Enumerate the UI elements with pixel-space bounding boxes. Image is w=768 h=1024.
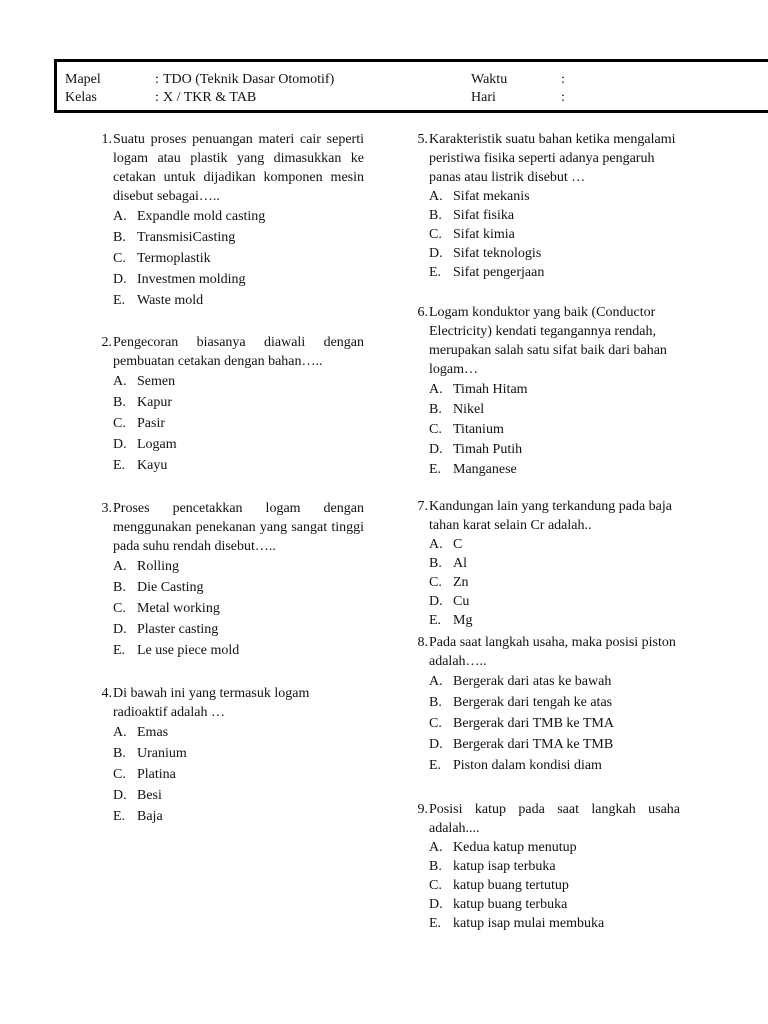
question-3 [84, 499, 364, 661]
option-e[interactable] [429, 263, 680, 282]
option-text: Cu [453, 594, 470, 609]
hari-label: Hari [471, 90, 496, 105]
option-letter: C. [429, 716, 442, 731]
option-text: Nikel [453, 402, 485, 417]
question-7 [400, 497, 680, 630]
option-a[interactable] [429, 379, 680, 400]
option-text: Sifat fisika [453, 208, 515, 223]
option-text: Bergerak dari atas ke bawah [453, 674, 612, 689]
option-letter: E. [113, 809, 126, 824]
option-text: Zn [453, 575, 469, 590]
option-letter: D. [429, 737, 443, 752]
option-d[interactable] [113, 785, 364, 806]
option-d[interactable] [429, 734, 680, 755]
option-e[interactable] [113, 455, 364, 476]
option-text: katup buang tertutup [453, 878, 569, 893]
option-letter: E. [113, 643, 126, 658]
option-list [429, 379, 680, 480]
option-text: Sifat mekanis [453, 189, 530, 204]
option-d[interactable] [113, 434, 364, 455]
option-letter: C. [429, 878, 442, 893]
option-letter: D. [429, 246, 443, 261]
option-letter: D. [113, 272, 127, 287]
option-list [429, 671, 680, 776]
option-letter: B. [113, 230, 126, 245]
option-letter: E. [429, 265, 442, 280]
option-text: Rolling [137, 559, 180, 574]
option-letter: C. [429, 422, 442, 437]
option-text: Mg [453, 613, 473, 628]
option-b[interactable] [429, 857, 680, 876]
option-letter: C. [429, 575, 442, 590]
option-letter: E. [429, 758, 442, 773]
question-2 [84, 333, 364, 476]
option-b[interactable] [113, 577, 364, 598]
header-row-2 [57, 89, 768, 107]
option-text: Waste mold [137, 293, 204, 308]
option-letter: E. [429, 613, 442, 628]
option-letter: E. [113, 293, 126, 308]
option-c[interactable] [429, 876, 680, 895]
option-c[interactable] [429, 713, 680, 734]
option-letter: A. [429, 840, 443, 855]
option-text: Sifat kimia [453, 227, 515, 242]
left-column [84, 130, 364, 827]
question-text: Posisi katup pada saat langkah usaha adalah.... [429, 802, 680, 836]
option-text: Kapur [137, 395, 172, 410]
option-a[interactable] [429, 187, 680, 206]
mapel-value: TDO (Teknik Dasar Otomotif) [163, 72, 335, 87]
option-b[interactable] [113, 227, 364, 248]
option-text: Semen [137, 374, 176, 389]
option-list [113, 371, 364, 476]
option-d[interactable] [429, 440, 680, 459]
option-list [113, 722, 364, 827]
option-c[interactable] [429, 419, 680, 440]
option-list [113, 556, 364, 661]
option-text: Titanium [453, 422, 504, 437]
question-text: Pada saat langkah usaha, maka posisi piston adalah….. [429, 635, 676, 669]
question-number: 1. [101, 132, 112, 147]
option-letter: B. [429, 695, 442, 710]
option-list [429, 187, 680, 282]
option-e[interactable] [113, 640, 364, 661]
option-text: Baja [137, 809, 163, 824]
option-d[interactable] [429, 244, 680, 263]
option-text: Emas [137, 725, 169, 740]
question-number: 5. [417, 132, 428, 147]
option-text: Die Casting [137, 580, 204, 595]
option-b[interactable] [429, 206, 680, 225]
option-letter: D. [429, 442, 443, 457]
option-c[interactable] [113, 413, 364, 434]
question-text: Suatu proses penuangan materi cair seperti logam atau plastik yang dimasukkan ke cetakan untuk dijadikan komponen mesin disebut sebagai….. [113, 132, 364, 204]
option-text: Termoplastik [137, 251, 211, 266]
option-d[interactable] [113, 269, 364, 290]
waktu-separator: : [561, 72, 565, 87]
kelas-separator: : [155, 90, 159, 105]
option-d[interactable] [429, 895, 680, 914]
option-letter: D. [113, 622, 127, 637]
option-letter: C. [429, 227, 442, 242]
option-d[interactable] [429, 592, 680, 611]
option-letter: A. [113, 725, 127, 740]
kelas-label: Kelas [65, 90, 97, 105]
option-letter: A. [113, 374, 127, 389]
option-c[interactable] [113, 248, 364, 269]
option-letter: A. [113, 559, 127, 574]
option-b[interactable] [113, 743, 364, 764]
option-letter: B. [113, 580, 126, 595]
option-letter: C. [113, 251, 126, 266]
option-letter: E. [429, 916, 442, 931]
question-text: Kandungan lain yang terkandung pada baja tahan karat selain Cr adalah.. [429, 499, 672, 533]
option-d[interactable] [113, 619, 364, 640]
option-letter: A. [113, 209, 127, 224]
option-a[interactable] [113, 206, 364, 227]
option-letter: B. [429, 556, 442, 571]
question-number: 9. [417, 802, 428, 817]
option-c[interactable] [113, 764, 364, 785]
option-letter: A. [429, 674, 443, 689]
option-letter: B. [113, 746, 126, 761]
option-text: Investmen molding [137, 272, 246, 287]
kelas-value: X / TKR & TAB [163, 90, 257, 105]
question-5 [400, 130, 680, 282]
option-letter: E. [113, 458, 126, 473]
option-letter: A. [429, 537, 443, 552]
option-text: Timah Hitam [453, 382, 528, 397]
option-letter: D. [113, 788, 127, 803]
option-text: Expandle mold casting [137, 209, 266, 224]
option-list [429, 838, 680, 933]
option-text: C [453, 537, 463, 552]
option-text: Manganese [453, 462, 517, 477]
option-a[interactable] [113, 722, 364, 743]
question-text: Di bawah ini yang termasuk logam radioaktif adalah … [113, 686, 310, 720]
option-text: Le use piece mold [137, 643, 240, 658]
question-number: 2. [101, 335, 112, 350]
option-text: Logam [137, 437, 177, 452]
question-number: 6. [417, 305, 428, 320]
option-e[interactable] [113, 806, 364, 827]
option-text: Pasir [137, 416, 165, 431]
option-text: Bergerak dari tengah ke atas [453, 695, 613, 710]
question-4 [84, 684, 364, 827]
option-e[interactable] [113, 290, 364, 311]
option-text: Platina [137, 767, 176, 782]
option-text: Kedua katup menutup [453, 840, 577, 855]
header-row-1 [57, 71, 768, 89]
question-1 [84, 130, 364, 311]
option-a[interactable] [113, 556, 364, 577]
option-letter: C. [113, 767, 126, 782]
question-number: 3. [101, 501, 112, 516]
option-text: Metal working [137, 601, 220, 616]
question-number: 8. [417, 635, 428, 650]
waktu-label: Waktu [471, 72, 508, 87]
question-number: 4. [101, 686, 112, 701]
option-letter: C. [113, 416, 126, 431]
option-text: Uranium [137, 746, 187, 761]
option-letter: A. [429, 382, 443, 397]
option-b[interactable] [429, 400, 680, 419]
option-c[interactable] [113, 598, 364, 619]
option-text: katup buang terbuka [453, 897, 568, 912]
option-text: Sifat pengerjaan [453, 265, 545, 280]
option-b[interactable] [113, 392, 364, 413]
option-e[interactable] [429, 459, 680, 480]
option-c[interactable] [429, 225, 680, 244]
question-text: Pengecoran biasanya diawali dengan pembuatan cetakan dengan bahan….. [113, 335, 364, 369]
option-a[interactable] [429, 838, 680, 857]
option-list [113, 206, 364, 311]
option-text: Al [453, 556, 467, 571]
question-6 [400, 303, 680, 480]
option-b[interactable] [429, 554, 680, 573]
option-text: TransmisiCasting [137, 230, 236, 245]
option-text: Piston dalam kondisi diam [453, 758, 602, 773]
option-c[interactable] [429, 573, 680, 592]
option-a[interactable] [429, 671, 680, 692]
mapel-label: Mapel [65, 72, 101, 87]
option-text: katup isap mulai membuka [453, 916, 605, 931]
question-8 [400, 633, 680, 776]
option-letter: B. [113, 395, 126, 410]
option-a[interactable] [113, 371, 364, 392]
question-text: Karakteristik suatu bahan ketika mengalami peristiwa fisika seperti adanya pengaruh panas atau listrik disebut … [429, 132, 676, 185]
option-text: Bergerak dari TMA ke TMB [453, 737, 614, 752]
option-text: Besi [137, 788, 162, 803]
question-text: Logam konduktor yang baik (Conductor Electricity) kendati tegangannya rendah, merupakan salah satu sifat baik dari bahan logam… [429, 305, 667, 377]
option-text: Timah Putih [453, 442, 523, 457]
option-letter: B. [429, 402, 442, 417]
option-text: Bergerak dari TMB ke TMA [453, 716, 614, 731]
option-text: Plaster casting [137, 622, 219, 637]
exam-header [54, 59, 768, 113]
option-text: Sifat teknologis [453, 246, 542, 261]
mapel-separator: : [155, 72, 159, 87]
question-text: Proses pencetakkan logam dengan menggunakan penekanan yang sangat tinggi pada suhu rendah disebut….. [113, 501, 364, 554]
question-9 [400, 800, 680, 933]
question-number: 7. [417, 499, 428, 514]
option-letter: D. [429, 897, 443, 912]
option-e[interactable] [429, 914, 680, 933]
option-list [429, 535, 680, 630]
option-letter: B. [429, 859, 442, 874]
option-text: katup isap terbuka [453, 859, 556, 874]
right-column [400, 130, 680, 933]
option-letter: E. [429, 462, 442, 477]
option-e[interactable] [429, 611, 680, 630]
option-letter: A. [429, 189, 443, 204]
option-letter: B. [429, 208, 442, 223]
option-text: Kayu [137, 458, 168, 473]
hari-separator: : [561, 90, 565, 105]
option-letter: D. [113, 437, 127, 452]
option-a[interactable] [429, 535, 680, 554]
option-e[interactable] [429, 755, 680, 776]
option-letter: D. [429, 594, 443, 609]
option-b[interactable] [429, 692, 680, 713]
option-letter: C. [113, 601, 126, 616]
